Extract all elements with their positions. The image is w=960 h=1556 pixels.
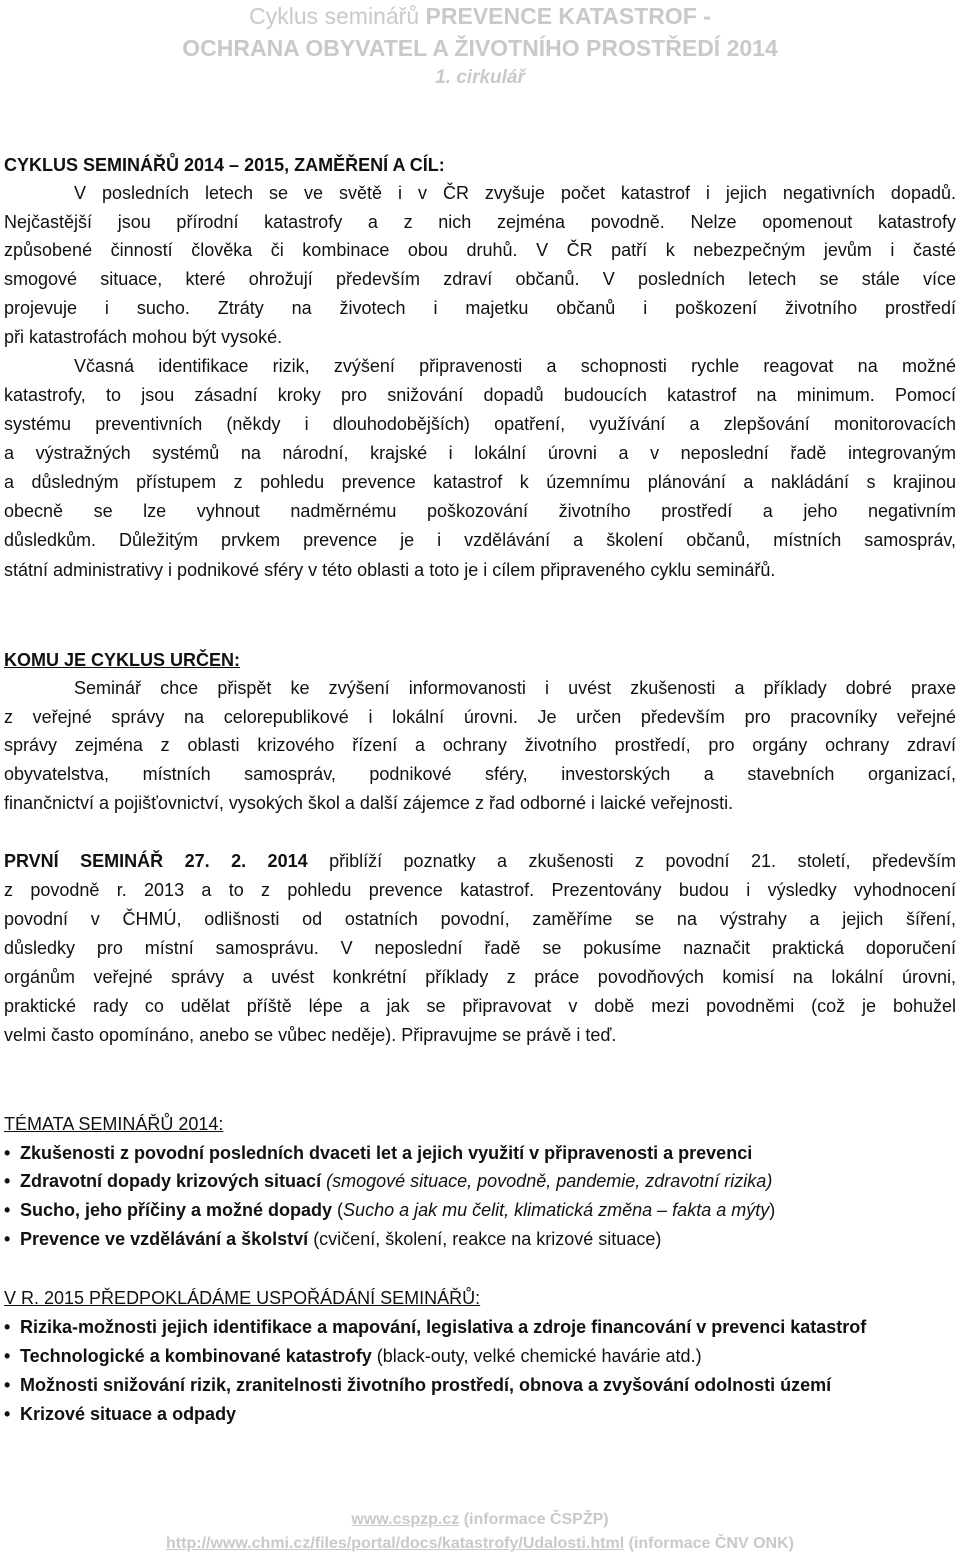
footer-line-1: www.cspzp.cz (informace ČSPŽP) [351, 1511, 609, 1528]
list-item: • Technologické a kombinované katastrofy (black-outy, velké chemické havárie atd.) [4, 1343, 956, 1369]
paragraph-line: z povodně r. 2013 a to z pohledu prevence katastrof. Prezentovány budou i výsledky vyhodnocení [4, 880, 956, 900]
paragraph-line: obyvatelstva, místních samospráv, podnikové sféry, investorských a stavebních organizací, [4, 764, 956, 784]
header-line-1: Cyklus seminářů PREVENCE KATASTROF - [249, 3, 711, 29]
bullet-icon: • [4, 1171, 11, 1191]
paragraph-line: smogové situace, které ohrožují především zdraví občanů. V posledních letech se stále více [4, 269, 956, 289]
list-item: • Krizové situace a odpady [4, 1401, 956, 1427]
list-item: • Možnosti snižování rizik, zranitelnosti životního prostředí, obnova a zvyšování odolnosti území [4, 1372, 956, 1398]
paragraph-line: projevuje i sucho. Ztráty na životech i majetku občanů i poškození životního prostředí [4, 298, 956, 318]
first-seminar-lead: PRVNÍ SEMINÁŘ 27. 2. 2014 přiblíží poznatky a zkušenosti z povodní 21. století, především [4, 851, 956, 871]
paragraph-line: státní administrativy i podnikové sféry v této oblasti a toto je i cílem připraveného cyklu seminářů. [4, 560, 776, 580]
bullet-icon: • [4, 1200, 11, 1220]
paragraph-line: velmi často opomínáno, anebo se vůbec neděje). Připravujme se právě i teď. [4, 1025, 617, 1045]
footer-line-2: http://www.chmi.cz/files/portal/docs/katastrofy/Udalosti.html (informace ČNV ONK) [166, 1535, 794, 1552]
paragraph-line: Nejčastější jsou přírodní katastrofy a z nich zejména povodně. Nelze opomenout katastrofy [4, 212, 956, 232]
list-item: • Zkušenosti z povodní posledních dvaceti let a jejich využití v připravenosti a prevenci [4, 1140, 956, 1166]
paragraph-line: povodní v ČHMÚ, odlišnosti od ostatních povodní, zaměříme se na výstrahy a jejich šíření, [4, 909, 956, 929]
header-line-3: 1. cirkulář [435, 67, 525, 88]
list-item: • Zdravotní dopady krizových situací (smogové situace, povodně, pandemie, zdravotní rizika) [4, 1168, 956, 1194]
paragraph-line: V posledních letech se ve světě i v ČR zvyšuje počet katastrof i jejich negativních dopadů. [74, 183, 956, 203]
paragraph-line: důsledky pro místní samosprávu. V neposlední řadě se pokusíme naznačit praktická doporučení [4, 938, 956, 958]
bullet-icon: • [4, 1346, 11, 1366]
paragraph-line: Seminář chce přispět ke zvýšení informovanosti i uvést zkušenosti a příklady dobré praxe [74, 678, 956, 698]
bullet-icon: • [4, 1375, 11, 1395]
circular-header [0, 0, 960, 92]
section-heading-focus: CYKLUS SEMINÁŘŮ 2014 – 2015, ZAMĚŘENÍ A CÍL: [4, 155, 445, 175]
paragraph-line: systému preventivních (někdy i dlouhodobějších) opatření, využívání a zlepšování monitorovacích [4, 414, 956, 434]
paragraph-line: důsledkům. Důležitým prvkem prevence je i vzdělávání a školení občanů, místních samospráv, [4, 530, 956, 550]
paragraph-line: a výstražných systémů na národní, krajské i lokální úrovni a v neposlední řadě integrovaným [4, 443, 956, 463]
paragraph-line: obecně se lze vyhnout nadměrnému poškozování životního prostředí a jeho negativním [4, 501, 956, 521]
list-item: • Rizika-možnosti jejich identifikace a mapování, legislativa a zdroje financování v prevenci katastrof [4, 1314, 956, 1340]
paragraph-line: a důsledným přístupem z pohledu prevence katastrof k územnímu plánování a nakládání s krajinou [4, 472, 956, 492]
section-heading-plans-2015: V R. 2015 PŘEDPOKLÁDÁME USPOŘÁDÁNÍ SEMINÁŘŮ: [4, 1288, 481, 1308]
bullet-icon: • [4, 1404, 11, 1424]
chmi-link[interactable]: http://www.chmi.cz/files/portal/docs/katastrofy/Udalosti.html [166, 1535, 625, 1552]
paragraph-line: katastrofy, to jsou zásadní kroky pro snižování dopadů budoucích katastrof na minimum. Pomocí [4, 385, 956, 405]
paragraph-line: Včasná identifikace rizik, zvýšení připravenosti a schopnosti rychle reagovat na možné [74, 356, 956, 376]
list-item: • Prevence ve vzdělávání a školství (cvičení, školení, reakce na krizové situace) [4, 1226, 956, 1252]
paragraph-line: z veřejné správy na celorepublikové i lokální úrovni. Je určen především pro pracovníky veřejné [4, 707, 956, 727]
paragraph-line: správy zejména z oblasti krizového řízení a ochrany životního prostředí, pro orgány ochrany zdraví [4, 735, 956, 755]
bullet-icon: • [4, 1317, 11, 1337]
bullet-icon: • [4, 1229, 11, 1249]
section-heading-topics-2014: TÉMATA SEMINÁŘŮ 2014: [4, 1114, 224, 1134]
header-line-2: OCHRANA OBYVATEL A ŽIVOTNÍHO PROSTŘEDÍ 2014 [182, 35, 778, 61]
paragraph-line: způsobené činností člověka či kombinace obou druhů. V ČR patří k nebezpečným jevům i časté [4, 240, 956, 260]
bullet-icon: • [4, 1143, 11, 1163]
paragraph-line: finančnictví a pojišťovnictví, vysokých škol a další zájemce z řad odborné i laické veřejnosti. [4, 793, 734, 813]
paragraph-line: praktické rady co udělat příště lépe a jak se připravovat v době mezi povodněmi (což je bohužel [4, 996, 956, 1016]
paragraph-line: při katastrofách mohou být vysoké. [4, 327, 283, 347]
section-heading-audience: KOMU JE CYKLUS URČEN: [4, 650, 241, 670]
paragraph-line: orgánům veřejné správy a uvést konkrétní příklady z práce povodňových komisí na lokální úrovni, [4, 967, 956, 987]
list-item: • Sucho, jeho příčiny a možné dopady (Sucho a jak mu čelit, klimatická změna – fakta a mýty) [4, 1197, 956, 1223]
cspzp-link[interactable]: www.cspzp.cz [351, 1511, 460, 1528]
